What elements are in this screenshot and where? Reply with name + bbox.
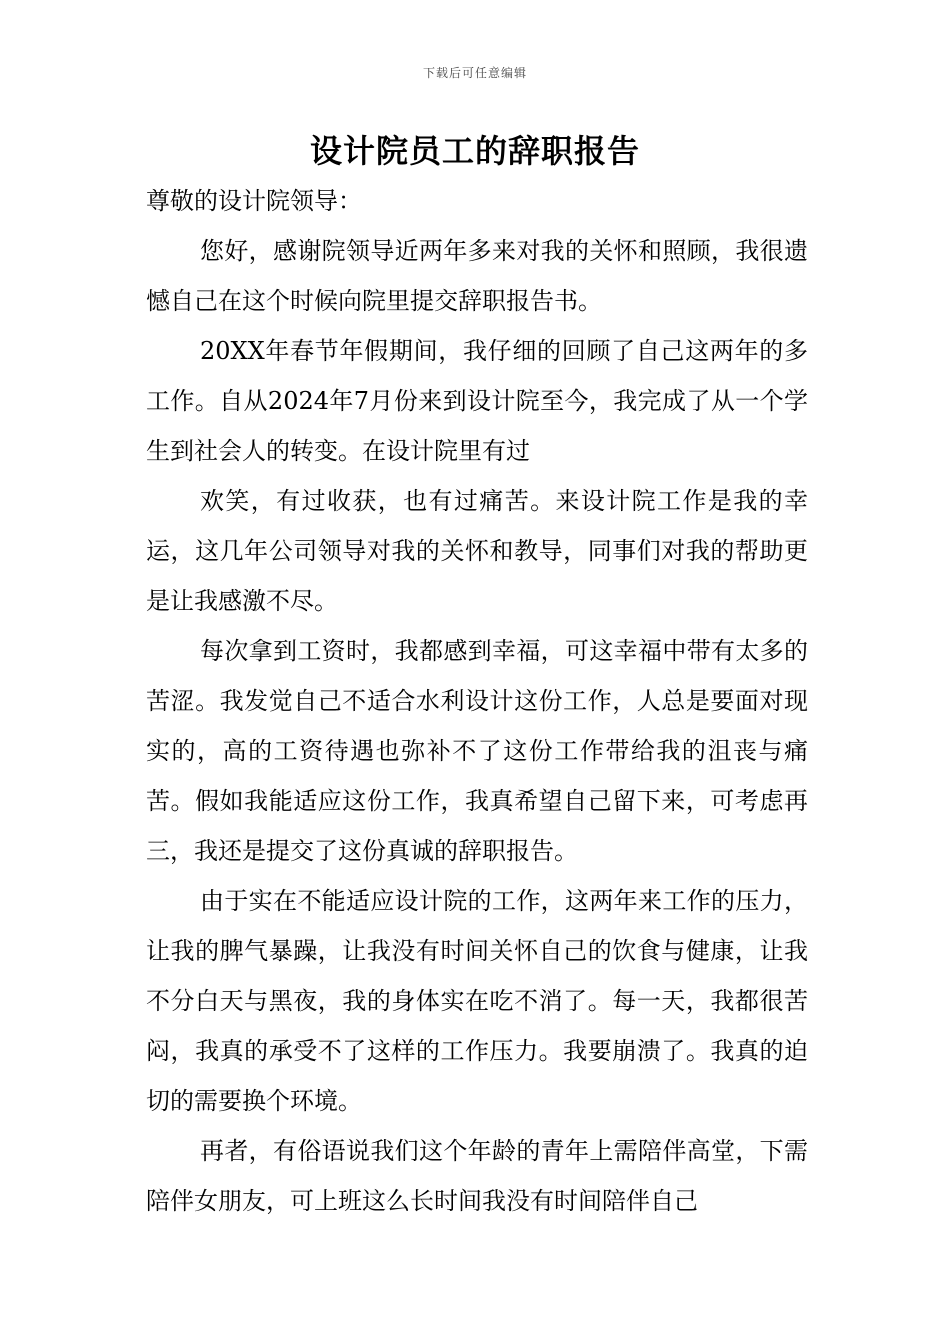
paragraph: 由于实在不能适应设计院的工作，这两年来工作的压力，让我的脾气暴躁，让我没有时间关怀自己的饮食与健康，让我不分白天与黑夜，我的身体实在吃不消了。每一天，我都很苦闷，我真的承受不了这样的工作压力。我要崩溃了。我真的迫切的需要换个环境。 — [146, 887, 808, 1115]
page-header-note: 下载后可任意编辑 — [422, 66, 527, 80]
paragraph: 20XX年春节年假期间，我仔细的回顾了自己这两年的多工作。自从2024年7月份来到设计院至今，我完成了从一个学生到社会人的转变。在设计院里有过 — [146, 337, 808, 465]
paragraph: 每次拿到工资时，我都感到幸福，可这幸福中带有太多的苦涩。我发觉自己不适合水利设计这份工作，人总是要面对现实的，高的工资待遇也弥补不了这份工作带给我的沮丧与痛苦。假如我能适应这份工作，我真希望自己留下来，可考虑再三，我还是提交了这份真诚的辞职报告。 — [146, 637, 808, 865]
document-title: 设计院员工的辞职报告 — [309, 132, 640, 170]
document-body — [146, 176, 808, 1226]
paragraph: 再者，有俗语说我们这个年龄的青年上需陪伴高堂，下需陪伴女朋友，可上班这么长时间我没有时间陪伴自己 — [146, 1137, 808, 1215]
salutation: 尊敬的设计院领导： — [146, 187, 362, 215]
paragraph: 您好，感谢院领导近两年多来对我的关怀和照顾，我很遗憾自己在这个时候向院里提交辞职报告书。 — [146, 237, 808, 315]
paragraph: 欢笑，有过收获，也有过痛苦。来设计院工作是我的幸运，这几年公司领导对我的关怀和教导，同事们对我的帮助更是让我感激不尽。 — [146, 487, 808, 615]
